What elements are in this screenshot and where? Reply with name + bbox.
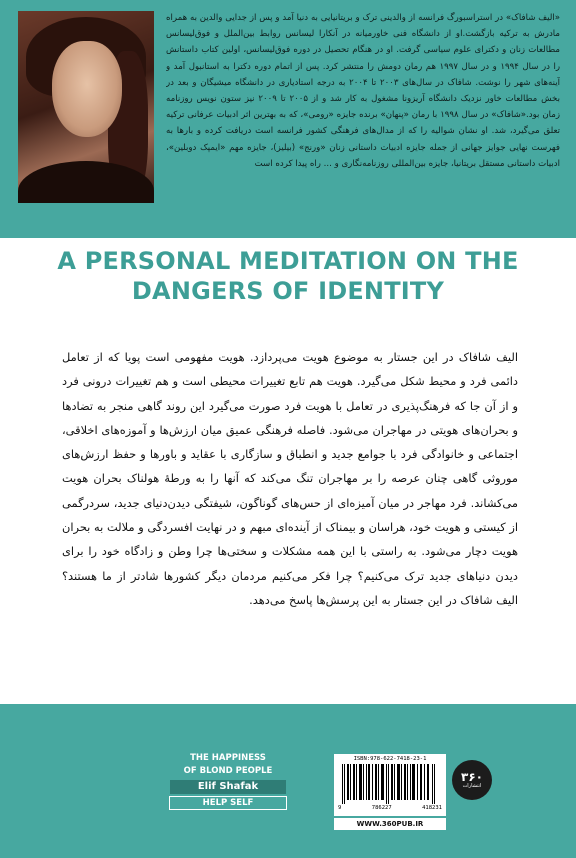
barcode-digit-group: 786227 <box>371 805 392 811</box>
barcode-digit-group: 9 <box>338 805 342 811</box>
author-bio: «الیف شافاک» در استراسبورگ فرانسه از والدینی ترک و بریتانیایی به دنیا آمد و پس از جدایی والدین به همراه مادرش به ترکیه بازگشت.او از دانشگاه فنی خاورمیانه در آنکارا لیسانس روابط بین‌الملل و فوق‌لیسانس مطالعات زنان و دکترای علوم سیاسی گرفت. او در هنگام تحصیل در دوره فوق‌لیسانس، اولین کتاب داستانش را در سال ۱۹۹۴ و در سال ۱۹۹۷ هم رمان دومش را منتشر کرد. پس از اتمام دوره دکترا به استانبول آمد و آینه‌های شهر را نوشت. شافاک در سال‌های ۲۰۰۳ تا ۲۰۰۴ به درجه استادیاری در دانشگاه میشیگان و بعد در بخش مطالعات خاور نزدیک دانشگاه آریزونا مشغول به کار شد و از ۲۰۰۵ تا ۲۰۰۹ نیز ستون نویس روزنامه زمان بود.«شافاک» در سال ۱۹۹۸ با رمان «پنهان» برنده جایزه «رومی»، که به بهترین اثر ادبیات عرفانی ترکیه تعلق می‌گیرد، شد. او نشان شوالیه را که از مدال‌های فرهنگی کشور فرانسه است دریافت کرده و بارها به فهرست نهایی جوایز جهانی از جمله جایزه ادبیات داستانی زنان «ورنج» (بیلیز)، جایزه مهم «ایمپک دوبلین»، ادبیات داستانی مستقل بریتانیا، جایزه بین‌المللی روزنامه‌نگاری و ... راه پیدا کرده است <box>166 13 560 169</box>
photo-face <box>52 41 122 137</box>
publisher-logo-text: انتشارات <box>462 783 482 789</box>
barcode <box>334 754 446 816</box>
publisher-logo-number: ۳۶۰ <box>461 770 483 784</box>
series-tag: HELP SELF <box>169 796 287 810</box>
series-title-line-1: THE HAPPINESS <box>190 753 266 763</box>
blurb-text: الیف شافاک در این جستار به موضوع هویت می‌پردازد. هویت مفهومی است پویا که از تعامل دائمی فرد و محیط شکل می‌گیرد. هویت هم تابع تغییرات محیطی است و هم تغییرات درونی فرد و از آن جا که فرهنگ‌پذیری در تعامل با هویت فرد صورت می‌گیرد این روند گاهی منجر به تضادها و بحران‌های هویتی در مهاجران می‌شود. فاصله فرهنگی عمیق میان ارزش‌ها و آموزه‌های اخلاقی، اجتماعی و خانوادگی فرد با جوامع جدید و انطباق و سازگاری با عقاید و باورها و حفظ ارزش‌های موروثی گاهی چنان عرصه را بر مهاجران تنگ می‌کند که آنها را به ورطهٔ هولناک بحران هویت می‌کشاند. فرد مهاجر در میان آمیزه‌ای از حس‌های گوناگون، شیفتگی دیدن‌دنیای جدید، سردرگمی از کیستی و هویت خود، هراسان و بیمناک از آینده‌ای مبهم و در نهایت افسردگی و ملالت به بحران هویت دچار می‌شود. به راستی با این همه مشکلات و سختی‌ها چرا وطن و زادگاه خود را برای دیدن دنیاهای جدید ترک می‌کنیم؟ چرا فکر می‌کنیم مردمان دیگر کشورها شادتر از ما هستند؟ الیف شافاک در این جستار به این پرسش‌ها پاسخ می‌دهد. <box>62 350 518 607</box>
series-block <box>168 752 288 810</box>
isbn-label: ISBN:978-622-7418-23-1 <box>353 756 427 762</box>
barcode-digit-group: 418231 <box>422 805 442 811</box>
series-author: Elif Shafak <box>170 780 286 794</box>
publisher-website: WWW.360PUB.IR <box>334 818 446 830</box>
title-line-2: DANGERS OF IDENTITY <box>131 277 445 305</box>
series-title-line-2: OF BLOND PEOPLE <box>183 766 273 776</box>
barcode-bars <box>340 764 440 804</box>
publisher-logo <box>452 760 492 800</box>
barcode-digits <box>338 805 442 811</box>
author-photo <box>18 11 154 203</box>
back-cover-title <box>0 246 576 306</box>
title-line-1: A PERSONAL MEDITATION ON THE <box>57 247 519 275</box>
